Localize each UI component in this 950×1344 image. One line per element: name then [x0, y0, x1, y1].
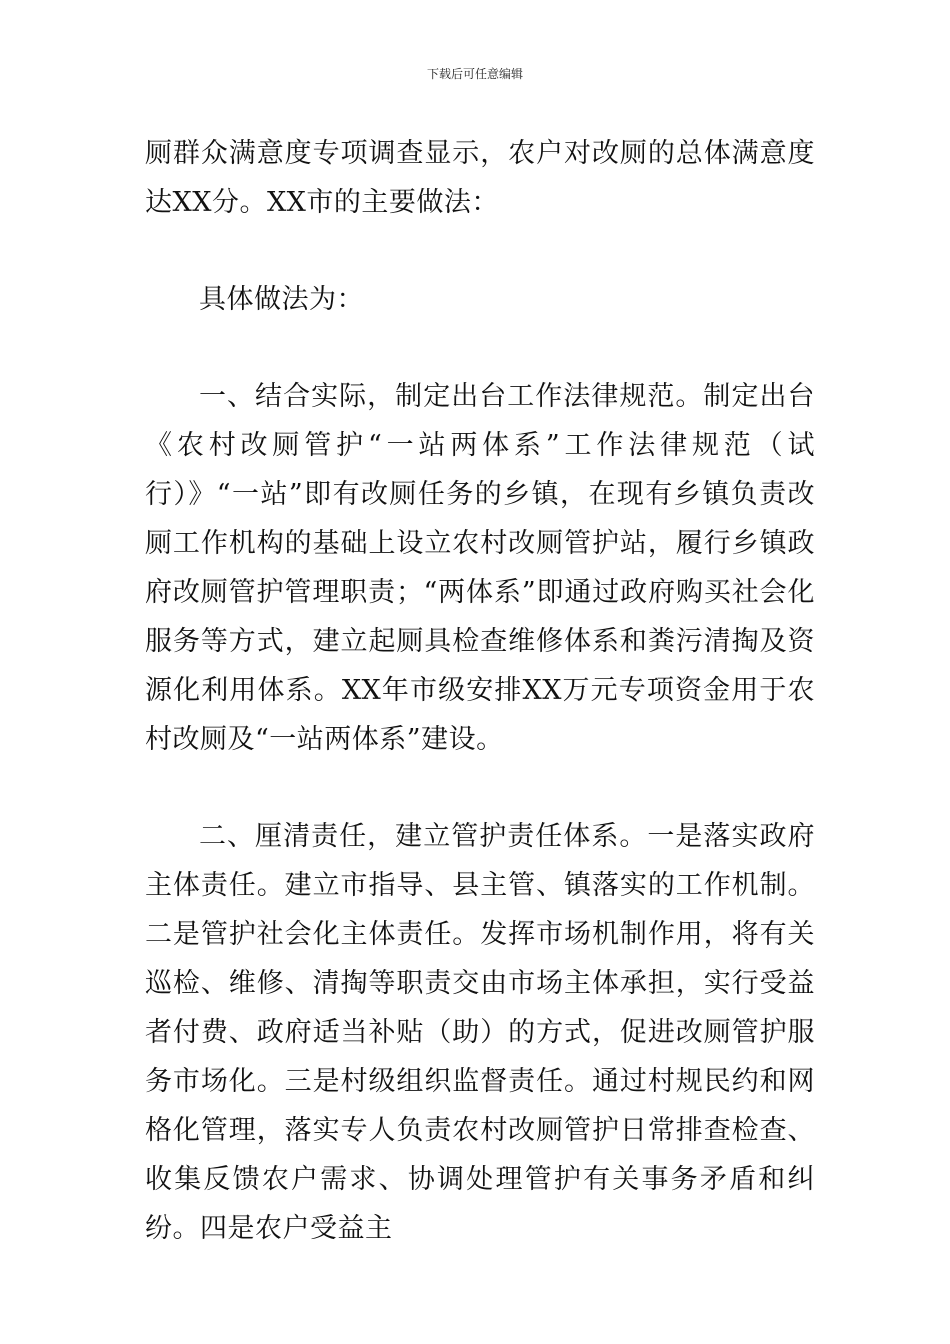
paragraph-method-two: 二、厘清责任，建立管护责任体系。一是落实政府主体责任。建立市指导、县主管、镇落实的工作机制。二是管护社会化主体责任。发挥市场机制作用，将有关巡检、维修、清掏等职责交由市场主体承担，实行受益者付费、政府适当补贴（助）的方式，促进改厕管护服务市场化。三是村级组织监督责任。通过村规民约和网格化管理，落实专人负责农村改厕管护日常排查检查、收集反馈农户需求、协调处理管护有关事务矛盾和纠纷。四是农户受益主 [145, 821, 815, 1244]
paragraph-method-one: 一、结合实际，制定出台工作法律规范。制定出台《农村改厕管护“一站两体系”工作法律规范（试行）》“一站”即有改厕任务的乡镇，在现有乡镇负责改厕工作机构的基础上设立农村改厕管护站，履行乡镇政府改厕管护管理职责；“两体系”即通过政府购买社会化服务等方式，建立起厕具检查维修体系和粪污清掏及资源化利用体系。XX年市级安排XX万元专项资金用于农村改厕及“一站两体系”建设。 [145, 381, 815, 755]
page-header-note: 下载后可任意编辑 [426, 67, 523, 81]
paragraph-methods-intro: 具体做法为： [199, 284, 364, 315]
paragraph-survey-result: 厕群众满意度专项调查显示，农户对改厕的总体满意度达XX分。XX市的主要做法： [145, 138, 815, 218]
document-body [145, 129, 815, 1253]
